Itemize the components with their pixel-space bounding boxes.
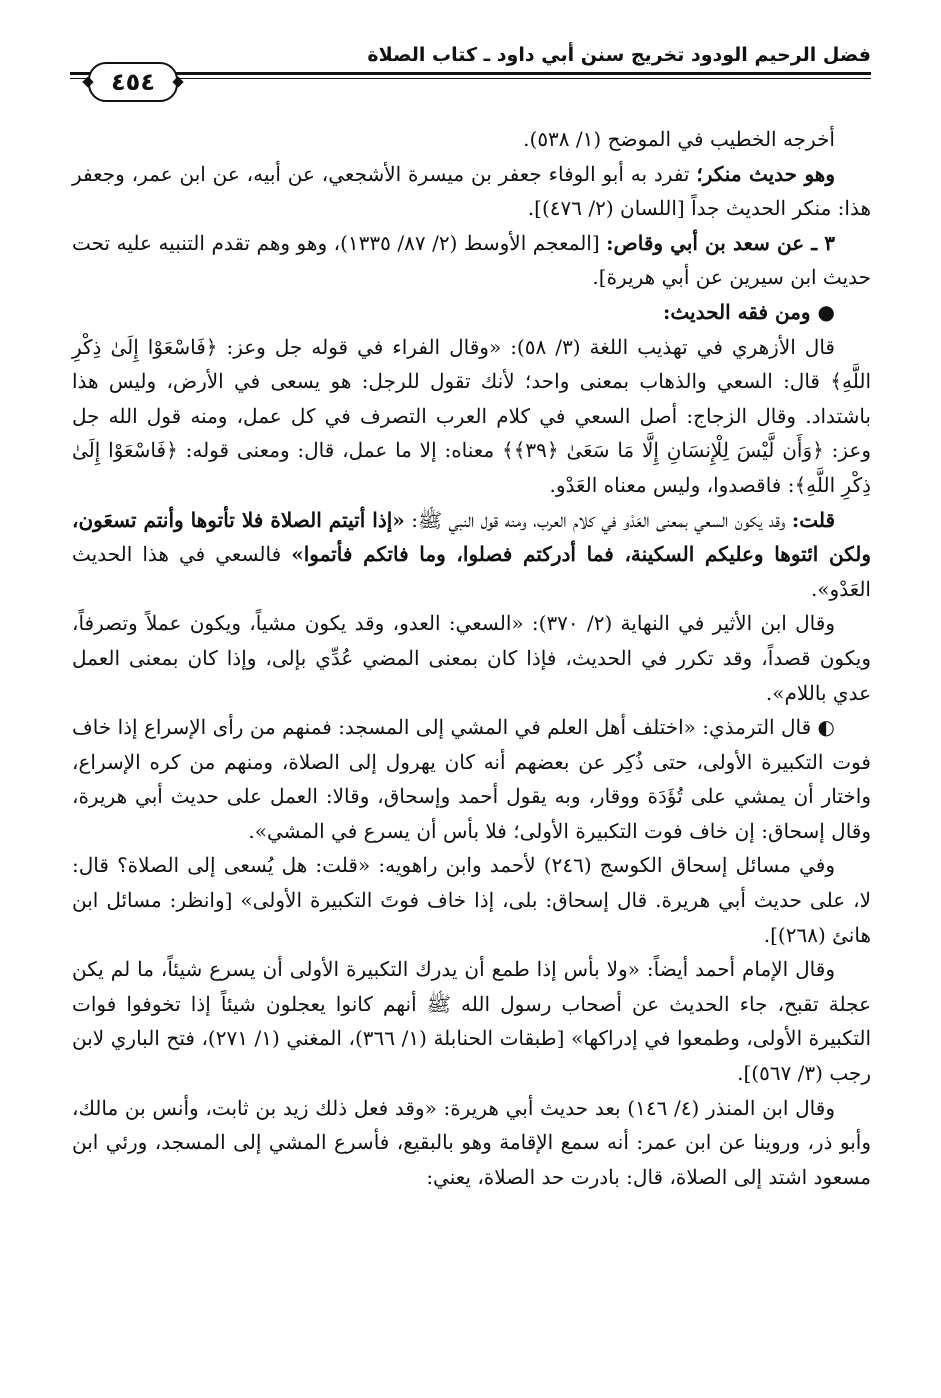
paragraph bbox=[72, 952, 871, 1090]
paragraph bbox=[72, 606, 871, 710]
paragraph bbox=[72, 330, 871, 503]
paragraph bbox=[72, 226, 871, 295]
paragraph-text: وقد يكون السعي بمعنى العَدْو في كلام العرب، ومنه قول النبي ﷺ: bbox=[404, 507, 792, 532]
hadith-quote: «إذا أتيتم الصلاة فلا تأتوها وأنتم تسعَون، ولكن ائتوها وعليكم السكينة، فما أدركتم فصلوا، وما فاتكم فأتموا» bbox=[72, 507, 872, 567]
paragraph-text: وقال الإمام أحمد أيضاً: «ولا بأس إذا طمع أن يدرك التكبيرة الأولى أن يسرع شيئاً، ما لم يكن عجلة تقبح، جاء الحديث عن أصحاب رسول الله ﷺ أنهم كانوا يعجلون شيئاً إذا تخوفوا فوات التكبيرة الأولى، وطمعوا في إدراكها» [طبقات الحنابلة (١/ ٣٦٦)، المغني (١/ ٢٧١)، فتح الباري لابن رجب (٣/ ٥٦٧)]. bbox=[72, 957, 871, 1086]
paragraph-lead: ٣ ـ عن سعد بن أبي وقاص: bbox=[606, 230, 835, 255]
header-rule-thin bbox=[70, 78, 871, 79]
page-header bbox=[70, 40, 871, 96]
paragraph-lead: قلت: bbox=[791, 507, 836, 532]
paragraph bbox=[72, 848, 871, 952]
paragraph-text: ◐ قال الترمذي: «اختلف أهل العلم في المشي إلى المسجد: فمنهم من رأى الإسراع إذا خاف فوت التكبيرة الأولى، حتى ذُكِر عن بعضهم أنه كان يهرول إلى الصلاة، ومنهم من كره الإسراع، واختار أن يمشي على تُؤَدَة ووقار، وبه يقول أحمد وإسحاق، وقالا: العمل على حديث أبي هريرة، وقال إسحاق: إن خاف فوت التكبيرة الأولى؛ فلا بأس أن يسرع في المشي». bbox=[72, 715, 871, 843]
paragraph-text: وقال ابن المنذر (٤/ ١٤٦) بعد حديث أبي هريرة: «وقد فعل ذلك زيد بن ثابت، وأنس بن مالك، وأبو ذر، وروينا عن ابن عمر: أنه سمع الإقامة وهو بالبقيع، فأسرع المشي إلى المسجد، ورئي ابن مسعود اشتد إلى الصلاة، قال: بادرت حد الصلاة، يعني: bbox=[72, 1095, 871, 1189]
page-number: ٤٥٤ bbox=[88, 62, 178, 102]
paragraph-text: وقال ابن الأثير في النهاية (٢/ ٣٧٠): «السعي: العدو، وقد يكون مشياً، ويكون عملاً وتصرفاً، ويكون قصداً، وقد تكرر في الحديث، فإذا كان بمعنى المضي عُدِّي بإلى، وإذا كان بمعنى العمل عدي باللام». bbox=[72, 611, 871, 705]
paragraph bbox=[72, 122, 871, 157]
running-title: فضل الرحيم الودود تخريج سنن أبي داود ـ كتاب الصلاة bbox=[367, 44, 871, 66]
paragraph-tail: فالسعي في هذا الحديث العَدْو». bbox=[72, 542, 871, 601]
paragraph bbox=[72, 503, 871, 607]
paragraph-lead: وهو حديث منكر؛ bbox=[696, 161, 836, 186]
paragraph-text: تفرد به أبو الوفاء جعفر بن ميسرة الأشجعي، عن أبيه، عن ابن عمر، وجعفر هذا: منكر الحديث جداً [اللسان (٢/ ٤٧٦)]. bbox=[72, 161, 871, 221]
section-heading-text: ● ومن فقه الحديث: bbox=[663, 299, 835, 324]
paragraph bbox=[72, 1091, 871, 1195]
header-rule bbox=[70, 72, 871, 75]
paragraph bbox=[72, 157, 871, 226]
paragraph-text: قال الأزهري في تهذيب اللغة (٣/ ٥٨): «وقال الفراء في قوله جل وعز: ﴿فَاسْعَوْا إِلَىٰ ذِكْرِ اللَّهِ﴾ قال: السعي والذهاب بمعنى واحد؛ لأنك تقول للرجل: هو يسعى في الأرض، وليس هذا باشتداد. وقال الزجاج: أصل السعي في كلام العرب التصرف في كل عمل، ومنه قول الله جل وعز: ﴿وَأَن لَّيْسَ لِلْإِنسَانِ إِلَّا مَا سَعَىٰ ﴿٣٩﴾﴾ معناه: إلا ما عمل، قال: ومعنى قوله: ﴿فَاسْعَوْا إِلَىٰ ذِكْرِ اللَّهِ﴾: فاقصدوا، وليس معناه العَدْو. bbox=[72, 334, 872, 497]
body-text bbox=[72, 122, 871, 1194]
paragraph-text: وفي مسائل إسحاق الكوسج (٢٤٦) لأحمد وابن راهويه: «قلت: هل يُسعى إلى الصلاة؟ قال: لا، على حديث أبي هريرة. قال إسحاق: بلى، إذا خاف فوتَ التكبيرة الأولى» [وانظر: مسائل ابن هانئ (٢٦٨)]. bbox=[72, 853, 871, 947]
paragraph bbox=[72, 710, 871, 848]
paragraph-text: [المعجم الأوسط (٢/ ٨٧/ ١٣٣٥)، وهو وهم تقدم التنبيه عليه تحت حديث ابن سيرين عن أبي هريرة]. bbox=[72, 230, 871, 290]
section-heading bbox=[72, 295, 871, 330]
paragraph-text: أخرجه الخطيب في الموضح (١/ ٥٣٨). bbox=[523, 127, 835, 151]
